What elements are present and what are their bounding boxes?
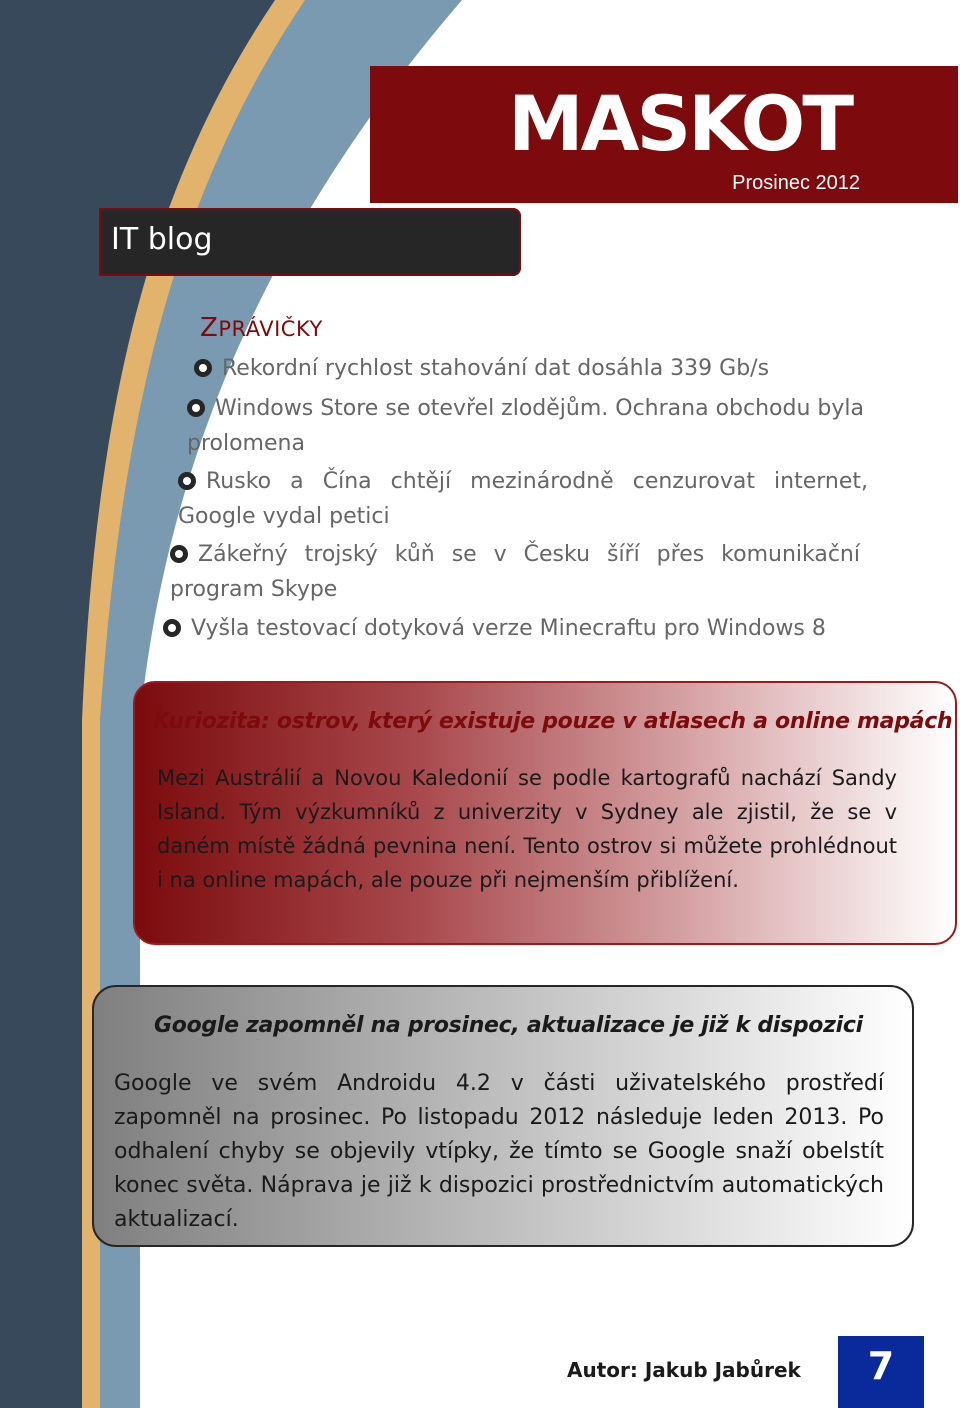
news-item <box>194 351 894 386</box>
news-heading-initial: Z <box>200 313 219 343</box>
section-label-text: IT blog <box>111 222 213 257</box>
section-label <box>99 208 521 276</box>
news-item-text: Windows Store se otevřel zlodějům. Ochrana obchodu byla prolomena <box>187 396 864 456</box>
google-body: Google ve svém Androidu 4.2 v části uživatelského prostředí zapomněl na prosinec. Po listopadu 2012 následuje leden 2013. Po odhalení chyby se objevily vtípky, že tímto se Google snaží obelstít konec světa. Náprava je již k dispozici prostřednictvím automatických aktualizací. <box>114 1071 884 1232</box>
bullet-icon <box>187 399 205 417</box>
bullet-icon <box>163 619 181 637</box>
news-item-text: Rusko a Čína chtějí mezinárodně cenzurovat internet, Google vydal petici <box>178 469 868 529</box>
page-number: 7 <box>867 1344 895 1388</box>
google-title: Google zapomněl na prosinec, aktualizace je již k dispozici <box>154 1013 863 1038</box>
news-heading-rest: PRÁVIČKY <box>218 317 323 341</box>
page-number-box <box>838 1336 924 1408</box>
news-item <box>170 537 860 607</box>
author-credit: Autor: Jakub Jabůrek <box>567 1358 801 1382</box>
news-item-text: Vyšla testovací dotyková verze Minecraftu pro Windows 8 <box>191 616 826 641</box>
news-item <box>178 464 868 534</box>
magazine-title: MASKOT <box>508 79 852 168</box>
news-item <box>163 611 883 646</box>
news-item-text: Rekordní rychlost stahování dat dosáhla 339 Gb/s <box>222 356 770 381</box>
news-item-text: Zákeřný trojský kůň se v Česku šíří přes komunikační program Skype <box>170 542 860 602</box>
google-box <box>92 985 914 1247</box>
curiosity-title: Kuriozita: ostrov, který existuje pouze v atlasech a online mapách <box>153 709 953 734</box>
issue-date: Prosinec 2012 <box>732 172 860 194</box>
news-item <box>187 391 907 461</box>
masthead <box>370 66 958 203</box>
bullet-icon <box>194 359 212 377</box>
bullet-icon <box>170 545 188 563</box>
curiosity-box <box>133 681 957 945</box>
news-heading <box>200 313 323 343</box>
bullet-icon <box>178 472 196 490</box>
curiosity-body: Mezi Austrálií a Novou Kaledonií se podle kartografů nachází Sandy Island. Tým výzkumníků z univerzity v Sydney ale zjistil, že se v daném místě žádná pevnina není. Tento ostrov si můžete prohlédnout i na online mapách, ale pouze při nejmenším přiblížení. <box>157 766 897 892</box>
